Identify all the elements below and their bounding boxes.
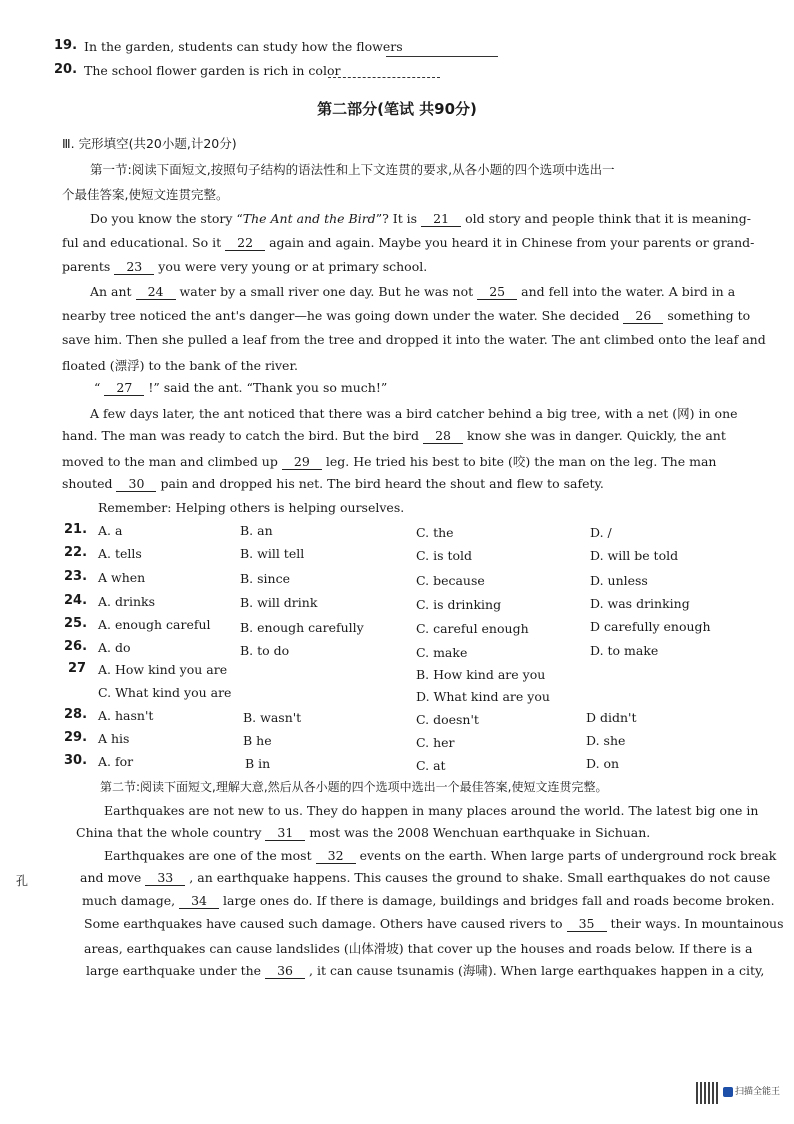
passage-line: much damage, 34 large ones do. If there is damage, buildings and bridges fall and roads become broken. (82, 893, 775, 908)
passage-line: Earthquakes are not new to us. They do happen in many places around the world. The latest big one in (104, 803, 759, 818)
option-b[interactable]: B. to do (240, 643, 290, 658)
option-c[interactable]: C. What kind you are (98, 685, 232, 700)
passage-line: nearby tree noticed the ant's danger—he was going down under the water. She decided 26 something to (62, 308, 751, 323)
option-d[interactable]: D. unless (590, 573, 648, 588)
option-c[interactable]: C. because (416, 573, 485, 588)
passage-line: areas, earthquakes can cause landslides (山体滑坡) that cover up the houses and roads below. If there is a (84, 941, 753, 956)
question-number: 20. (54, 62, 78, 77)
option-c[interactable]: C. her (416, 735, 455, 750)
side-mark: 孔 (16, 874, 29, 888)
option-c[interactable]: C. at (416, 758, 446, 773)
part-title: 第二部分(笔试 共90分) (317, 100, 477, 118)
passage-line: moved to the man and climbed up 29 leg. He tried his best to bite (咬) the man on the leg. The man (62, 454, 717, 469)
passage-line: floated (漂浮) to the bank of the river. (62, 358, 299, 373)
option-a[interactable]: A. do (98, 640, 131, 655)
blank-24[interactable]: 24 (136, 284, 176, 300)
qr-code-icon (696, 1082, 718, 1104)
blank-25[interactable]: 25 (477, 284, 517, 300)
option-d[interactable]: D. she (586, 733, 626, 748)
option-d[interactable]: D. will be told (590, 548, 679, 563)
option-b[interactable]: B. How kind are you (416, 667, 546, 682)
option-d[interactable]: D didn't (586, 710, 637, 725)
option-a[interactable]: A. a (98, 523, 123, 538)
option-b[interactable]: B. will tell (240, 546, 305, 561)
option-c[interactable]: C. doesn't (416, 712, 479, 727)
blank-36[interactable]: 36 (265, 963, 305, 979)
instruction: 第一节:阅读下面短文,按照句子结构的语法性和上下文连贯的要求,从各小题的四个选项中选出一 (90, 162, 615, 177)
passage-line: China that the whole country 31 most was the 2008 Wenchuan earthquake in Sichuan. (76, 825, 651, 840)
blank-34[interactable]: 34 (179, 893, 219, 909)
passage-line: parents 23 you were very young or at primary school. (62, 259, 428, 274)
question-text: In the garden, students can study how the flowers (84, 39, 403, 54)
option-b[interactable]: B. since (240, 571, 290, 586)
blank-26[interactable]: 26 (623, 308, 663, 324)
section-heading: Ⅲ. 完形填空(共20小题,计20分) (62, 136, 237, 151)
option-d[interactable]: D. on (586, 756, 620, 771)
passage-line: Do you know the story “The Ant and the Bird”? It is 21 old story and people think that it is meaning- (90, 211, 751, 226)
option-b[interactable]: B. enough carefully (240, 620, 364, 635)
blank-35[interactable]: 35 (567, 916, 607, 932)
option-a[interactable]: A. drinks (98, 594, 155, 609)
passage-line: An ant 24 water by a small river one day. But he was not 25 and fell into the water. A bird in a (90, 284, 736, 299)
option-b[interactable]: B. will drink (240, 595, 318, 610)
scanner-logo (723, 1084, 780, 1097)
blank-29[interactable]: 29 (282, 454, 322, 470)
option-number: 24. (64, 593, 88, 608)
option-b[interactable]: B he (243, 733, 272, 748)
option-number: 21. (64, 522, 88, 537)
option-b[interactable]: B. an (240, 523, 273, 538)
app-logo-icon (723, 1087, 733, 1097)
option-number: 22. (64, 545, 88, 560)
option-number: 26. (64, 639, 88, 654)
option-d[interactable]: D. was drinking (590, 596, 690, 611)
option-number: 29. (64, 730, 88, 745)
passage-line: shouted 30 pain and dropped his net. The bird heard the shout and flew to safety. (62, 476, 604, 491)
option-b[interactable]: B in (245, 756, 271, 771)
blank-28[interactable]: 28 (423, 428, 463, 444)
passage-line: hand. The man was ready to catch the bird. But the bird 28 know she was in danger. Quickly, the ant (62, 428, 726, 443)
option-d[interactable]: D. / (590, 525, 612, 540)
passage-line: “ 27 !” said the ant. “Thank you so much!” (94, 380, 388, 395)
option-d[interactable]: D. What kind are you (416, 689, 550, 704)
passage-line: Earthquakes are one of the most 32 events on the earth. When large parts of underground rock break (104, 848, 777, 863)
option-number: 30. (64, 753, 88, 768)
option-c[interactable]: C. make (416, 645, 468, 660)
option-c[interactable]: C. is drinking (416, 597, 502, 612)
instruction: 第二节:阅读下面短文,理解大意,然后从各小题的四个选项中选出一个最佳答案,使短文连贯完整。 (100, 780, 608, 794)
option-a[interactable]: A when (98, 570, 146, 585)
option-b[interactable]: B. wasn't (243, 710, 302, 725)
blank-23[interactable]: 23 (114, 259, 154, 275)
option-a[interactable]: A. tells (98, 546, 142, 561)
blank-30[interactable]: 30 (116, 476, 156, 492)
blank-21[interactable]: 21 (421, 211, 461, 227)
question-text: The school flower garden is rich in color (84, 63, 341, 78)
passage-line: Remember: Helping others is helping ourselves. (98, 500, 405, 515)
option-number: 25. (64, 616, 88, 631)
option-a[interactable]: A. How kind you are (98, 662, 228, 677)
option-d[interactable]: D. to make (590, 643, 659, 658)
option-c[interactable]: C. the (416, 525, 454, 540)
logo-text: 扫描全能王 (735, 1087, 781, 1097)
option-c[interactable]: C. careful enough (416, 621, 529, 636)
option-number: 28. (64, 707, 88, 722)
passage-line: ful and educational. So it 22 again and again. Maybe you heard it in Chinese from your parents or grand- (62, 235, 755, 250)
answer-line[interactable] (386, 56, 498, 57)
passage-line: A few days later, the ant noticed that there was a bird catcher behind a big tree, with a net (网) in one (90, 406, 738, 421)
option-d[interactable]: D carefully enough (590, 619, 711, 634)
option-a[interactable]: A his (98, 731, 130, 746)
option-a[interactable]: A. enough careful (98, 617, 211, 632)
option-number: 23. (64, 569, 88, 584)
option-number: 27 (68, 661, 87, 676)
question-number: 19. (54, 38, 78, 53)
blank-33[interactable]: 33 (145, 870, 185, 886)
answer-line[interactable] (328, 77, 440, 78)
blank-27[interactable]: 27 (104, 380, 144, 396)
option-a[interactable]: A. for (98, 754, 134, 769)
blank-31[interactable]: 31 (265, 825, 305, 841)
instruction: 个最佳答案,使短文连贯完整。 (62, 187, 229, 202)
blank-32[interactable]: 32 (316, 848, 356, 864)
passage-line: and move 33 , an earthquake happens. This causes the ground to shake. Small earthquakes do not cause (80, 870, 771, 885)
passage-line: large earthquake under the 36 , it can cause tsunamis (海啸). When large earthquakes happen in a city, (86, 963, 765, 978)
option-a[interactable]: A. hasn't (98, 708, 154, 723)
option-c[interactable]: C. is told (416, 548, 472, 563)
blank-22[interactable]: 22 (225, 235, 265, 251)
passage-line: Some earthquakes have caused such damage. Others have caused rivers to 35 their ways. In mountainous (84, 916, 784, 931)
passage-line: save him. Then she pulled a leaf from the tree and dropped it into the water. The ant climbed onto the leaf and (62, 332, 766, 347)
